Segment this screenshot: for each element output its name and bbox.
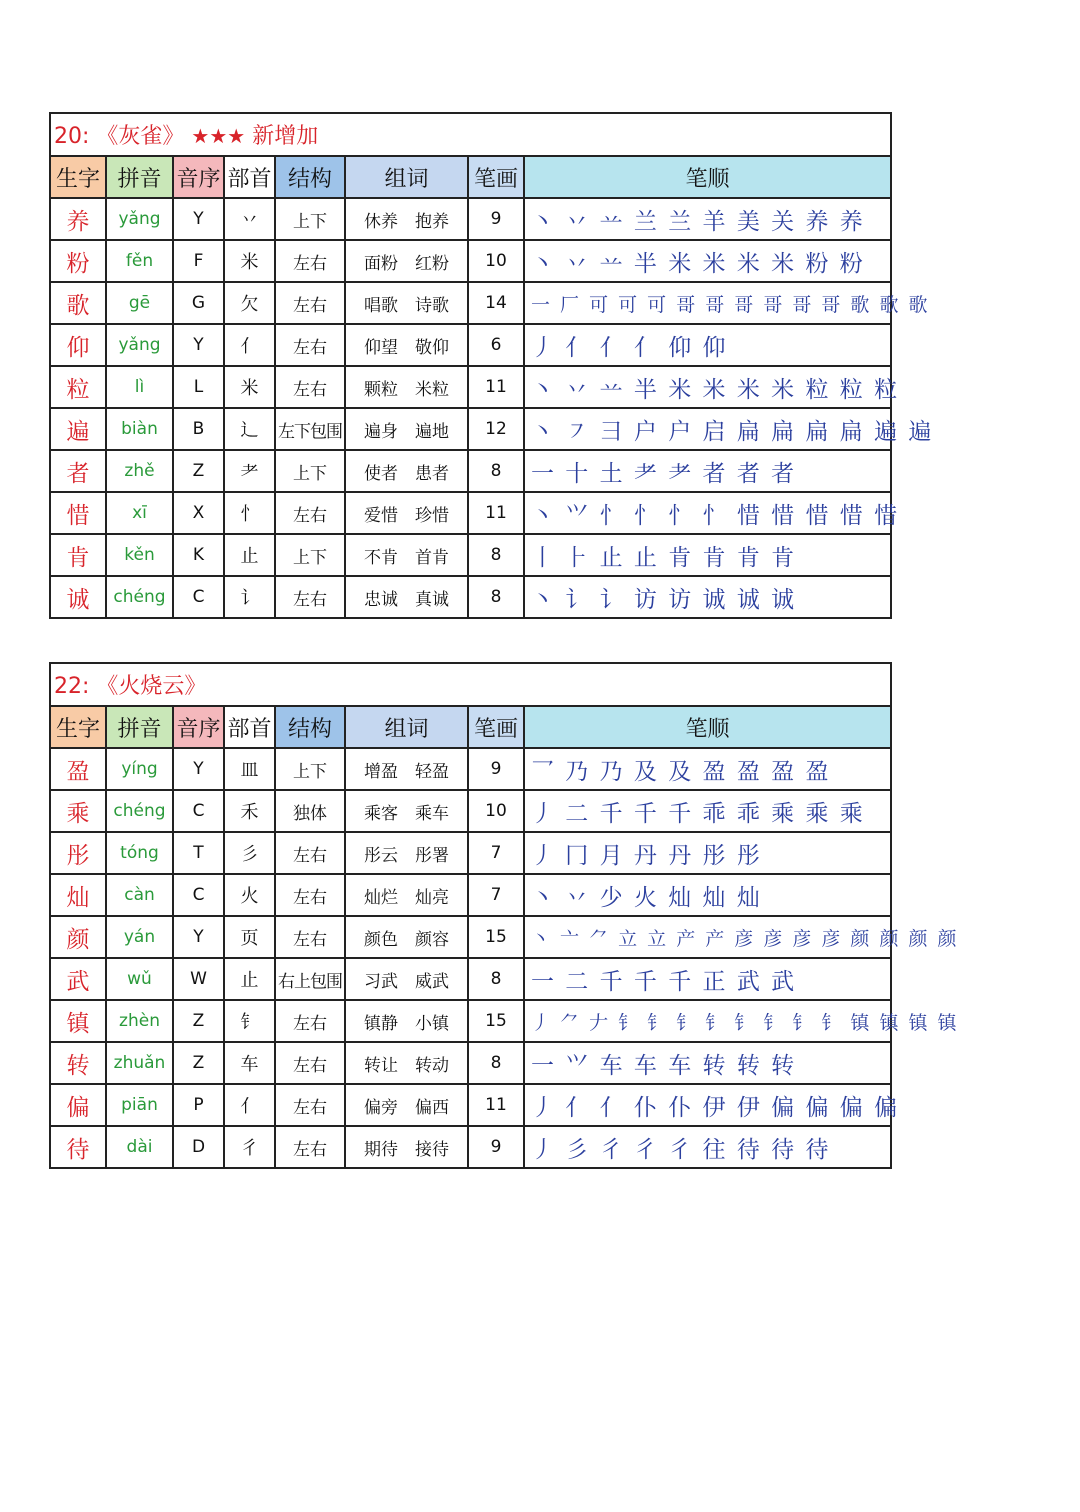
character-cell: 遍 [50, 408, 106, 450]
stroke-count-cell: 8 [468, 450, 524, 492]
character-cell: 粉 [50, 240, 106, 282]
radical-cell: 讠 [224, 576, 275, 618]
pinyin-cell: yǎng [106, 198, 173, 240]
lesson-note: 新增加 [252, 124, 319, 149]
header-words: 组词 [345, 156, 468, 198]
pinyin-cell: gē [106, 282, 173, 324]
stroke-count-cell: 9 [468, 1126, 524, 1168]
pinyin-cell: wǔ [106, 958, 173, 1000]
header-strokes: 笔画 [468, 156, 524, 198]
table-row [50, 790, 891, 832]
structure-cell: 左右 [275, 916, 345, 958]
initial-letter-cell: D [173, 1126, 224, 1168]
pinyin-cell: piān [106, 1084, 173, 1126]
table-row [50, 916, 891, 958]
pinyin-cell: zhèn [106, 1000, 173, 1042]
words-cell: 仰望 敬仰 [345, 324, 468, 366]
header-stroke-order: 笔顺 [524, 706, 891, 748]
radical-cell: 止 [224, 958, 275, 1000]
pinyin-cell: yán [106, 916, 173, 958]
character-cell: 颜 [50, 916, 106, 958]
words-cell: 不肯 首肯 [345, 534, 468, 576]
words-cell: 增盈 轻盈 [345, 748, 468, 790]
character-cell: 偏 [50, 1084, 106, 1126]
stroke-count-cell: 8 [468, 576, 524, 618]
pinyin-cell: zhě [106, 450, 173, 492]
pinyin-cell: chéng [106, 576, 173, 618]
header-char: 生字 [50, 156, 106, 198]
structure-cell: 独体 [275, 790, 345, 832]
stroke-order-cell: 丿 二 千 千 千 乖 乖 乘 乘 乘 [524, 790, 891, 832]
stroke-order-cell: 丿 彡 彳 彳 彳 往 待 待 待 [524, 1126, 891, 1168]
initial-letter-cell: Z [173, 450, 224, 492]
table-row [50, 748, 891, 790]
stroke-count-cell: 9 [468, 748, 524, 790]
stroke-order-cell: 一 二 千 千 千 正 武 武 [524, 958, 891, 1000]
stroke-order-cell: 丶 丷 䒑 兰 兰 羊 美 关 养 养 [524, 198, 891, 240]
structure-cell: 左下包围 [275, 408, 345, 450]
initial-letter-cell: Y [173, 324, 224, 366]
words-cell: 彤云 彤署 [345, 832, 468, 874]
initial-letter-cell: W [173, 958, 224, 1000]
character-cell: 武 [50, 958, 106, 1000]
character-cell: 粒 [50, 366, 106, 408]
table-row [50, 492, 891, 534]
radical-cell: 页 [224, 916, 275, 958]
pinyin-cell: yǎng [106, 324, 173, 366]
structure-cell: 左右 [275, 1000, 345, 1042]
stroke-count-cell: 14 [468, 282, 524, 324]
stroke-order-cell: 丶 讠 讠 访 访 诚 诚 诚 [524, 576, 891, 618]
radical-cell: 丷 [224, 198, 275, 240]
words-cell: 镇静 小镇 [345, 1000, 468, 1042]
radical-cell: 辶 [224, 408, 275, 450]
character-cell: 转 [50, 1042, 106, 1084]
words-cell: 休养 抱养 [345, 198, 468, 240]
words-cell: 习武 威武 [345, 958, 468, 1000]
character-cell: 仰 [50, 324, 106, 366]
lesson-number: 20: [54, 124, 90, 149]
stroke-order-cell: 丿 ⺈ 𠂇 钅 钅 钅 钅 钅 钅 钅 钅 镇 镇 镇 镇 [524, 1000, 891, 1042]
initial-letter-cell: C [173, 790, 224, 832]
words-cell: 忠诚 真诚 [345, 576, 468, 618]
pinyin-cell: chéng [106, 790, 173, 832]
pinyin-cell: xī [106, 492, 173, 534]
stroke-order-cell: 丶 丷 少 火 灿 灿 灿 [524, 874, 891, 916]
initial-letter-cell: K [173, 534, 224, 576]
table-row [50, 1126, 891, 1168]
table-row [50, 874, 891, 916]
table-row [50, 832, 891, 874]
table-row [50, 450, 891, 492]
pinyin-cell: dài [106, 1126, 173, 1168]
character-cell: 者 [50, 450, 106, 492]
initial-letter-cell: Z [173, 1042, 224, 1084]
pinyin-cell: tóng [106, 832, 173, 874]
structure-cell: 左右 [275, 492, 345, 534]
character-cell: 惜 [50, 492, 106, 534]
header-structure: 结构 [275, 706, 345, 748]
words-cell: 爱惜 珍惜 [345, 492, 468, 534]
header-order: 音序 [173, 156, 224, 198]
initial-letter-cell: Z [173, 1000, 224, 1042]
table-row [50, 1042, 891, 1084]
radical-cell: 禾 [224, 790, 275, 832]
initial-letter-cell: Y [173, 198, 224, 240]
stroke-count-cell: 7 [468, 832, 524, 874]
stroke-order-cell: 丶 ㇇ 彐 户 户 启 扁 扁 扁 扁 遍 遍 [524, 408, 891, 450]
stroke-order-cell: 丶 丷 䒑 半 米 米 米 米 粉 粉 [524, 240, 891, 282]
header-stroke-order: 笔顺 [524, 156, 891, 198]
words-cell: 转让 转动 [345, 1042, 468, 1084]
character-cell: 诚 [50, 576, 106, 618]
words-cell: 灿烂 灿亮 [345, 874, 468, 916]
pinyin-cell: kěn [106, 534, 173, 576]
words-cell: 唱歌 诗歌 [345, 282, 468, 324]
radical-cell: 火 [224, 874, 275, 916]
stroke-order-cell: 一 厂 可 可 可 哥 哥 哥 哥 哥 哥 歌 歌 歌 [524, 282, 891, 324]
stroke-order-cell: 丨 ⺊ 止 止 肯 肯 肯 肯 [524, 534, 891, 576]
character-cell: 养 [50, 198, 106, 240]
initial-letter-cell: Y [173, 916, 224, 958]
words-cell: 偏旁 偏西 [345, 1084, 468, 1126]
initial-letter-cell: C [173, 576, 224, 618]
radical-cell: 止 [224, 534, 275, 576]
character-cell: 待 [50, 1126, 106, 1168]
table-row [50, 282, 891, 324]
initial-letter-cell: F [173, 240, 224, 282]
stroke-order-cell: 一 ⺍ 车 车 车 转 转 转 [524, 1042, 891, 1084]
table-row [50, 408, 891, 450]
stroke-order-cell: 丶 ⺍ 忄 忄 忄 忄 惜 惜 惜 惜 惜 [524, 492, 891, 534]
character-cell: 歌 [50, 282, 106, 324]
table-row [50, 366, 891, 408]
initial-letter-cell: G [173, 282, 224, 324]
stroke-count-cell: 12 [468, 408, 524, 450]
radical-cell: 皿 [224, 748, 275, 790]
table-row [50, 324, 891, 366]
lesson-table-20 [49, 112, 934, 619]
words-cell: 期待 接待 [345, 1126, 468, 1168]
structure-cell: 左右 [275, 576, 345, 618]
stroke-count-cell: 7 [468, 874, 524, 916]
lesson-title [50, 663, 891, 706]
structure-cell: 上下 [275, 748, 345, 790]
stroke-order-cell: 丿 亻 亻 仆 仆 伊 伊 偏 偏 偏 偏 [524, 1084, 891, 1126]
header-pinyin: 拼音 [106, 706, 173, 748]
header-radical: 部首 [224, 706, 275, 748]
header-strokes: 笔画 [468, 706, 524, 748]
radical-cell: 耂 [224, 450, 275, 492]
structure-cell: 右上包围 [275, 958, 345, 1000]
radical-cell: 钅 [224, 1000, 275, 1042]
star-rating: ★★★ [191, 124, 246, 148]
lesson-table [49, 662, 959, 1169]
structure-cell: 左右 [275, 1084, 345, 1126]
words-cell: 乘客 乘车 [345, 790, 468, 832]
stroke-count-cell: 11 [468, 366, 524, 408]
stroke-count-cell: 11 [468, 492, 524, 534]
words-cell: 颜色 颜容 [345, 916, 468, 958]
character-cell: 盈 [50, 748, 106, 790]
structure-cell: 左右 [275, 282, 345, 324]
stroke-count-cell: 10 [468, 790, 524, 832]
stroke-order-cell: 一 十 土 耂 耂 者 者 者 [524, 450, 891, 492]
radical-cell: 米 [224, 366, 275, 408]
character-cell: 乘 [50, 790, 106, 832]
structure-cell: 左右 [275, 832, 345, 874]
lesson-table-22 [49, 662, 959, 1169]
header-char: 生字 [50, 706, 106, 748]
stroke-count-cell: 8 [468, 958, 524, 1000]
header-row [50, 156, 891, 198]
header-pinyin: 拼音 [106, 156, 173, 198]
structure-cell: 左右 [275, 366, 345, 408]
structure-cell: 左右 [275, 1126, 345, 1168]
stroke-count-cell: 15 [468, 1000, 524, 1042]
stroke-count-cell: 10 [468, 240, 524, 282]
lesson-title [50, 113, 891, 156]
radical-cell: 忄 [224, 492, 275, 534]
header-row [50, 706, 891, 748]
table-row [50, 1000, 891, 1042]
character-cell: 彤 [50, 832, 106, 874]
header-words: 组词 [345, 706, 468, 748]
stroke-order-cell: 丿 亻 亻 亻 仰 仰 [524, 324, 891, 366]
pinyin-cell: biàn [106, 408, 173, 450]
stroke-order-cell: 丶 丷 䒑 半 米 米 米 米 粒 粒 粒 [524, 366, 891, 408]
stroke-count-cell: 15 [468, 916, 524, 958]
initial-letter-cell: P [173, 1084, 224, 1126]
pinyin-cell: zhuǎn [106, 1042, 173, 1084]
pinyin-cell: càn [106, 874, 173, 916]
radical-cell: 亻 [224, 324, 275, 366]
character-cell: 灿 [50, 874, 106, 916]
header-order: 音序 [173, 706, 224, 748]
stroke-count-cell: 11 [468, 1084, 524, 1126]
structure-cell: 上下 [275, 450, 345, 492]
words-cell: 使者 患者 [345, 450, 468, 492]
table-row [50, 958, 891, 1000]
radical-cell: 彡 [224, 832, 275, 874]
structure-cell: 左右 [275, 324, 345, 366]
radical-cell: 亻 [224, 1084, 275, 1126]
initial-letter-cell: L [173, 366, 224, 408]
table-row [50, 198, 891, 240]
header-radical: 部首 [224, 156, 275, 198]
structure-cell: 上下 [275, 198, 345, 240]
initial-letter-cell: X [173, 492, 224, 534]
pinyin-cell: lì [106, 366, 173, 408]
stroke-count-cell: 8 [468, 1042, 524, 1084]
pinyin-cell: yíng [106, 748, 173, 790]
stroke-order-cell: 丶 亠 ⺈ 立 立 产 产 彦 彦 彦 彦 颜 颜 颜 颜 [524, 916, 891, 958]
lesson-name: 《灰雀》 [96, 124, 185, 149]
radical-cell: 欠 [224, 282, 275, 324]
table-row [50, 534, 891, 576]
stroke-order-cell: 丿 冂 月 丹 丹 彤 彤 [524, 832, 891, 874]
header-structure: 结构 [275, 156, 345, 198]
initial-letter-cell: T [173, 832, 224, 874]
initial-letter-cell: Y [173, 748, 224, 790]
stroke-count-cell: 6 [468, 324, 524, 366]
initial-letter-cell: C [173, 874, 224, 916]
table-row [50, 240, 891, 282]
character-cell: 镇 [50, 1000, 106, 1042]
words-cell: 颗粒 米粒 [345, 366, 468, 408]
initial-letter-cell: B [173, 408, 224, 450]
stroke-count-cell: 9 [468, 198, 524, 240]
radical-cell: 车 [224, 1042, 275, 1084]
table-row [50, 576, 891, 618]
structure-cell: 左右 [275, 874, 345, 916]
lesson-number: 22: [54, 674, 90, 699]
stroke-order-cell: 乛 乃 乃 及 及 盈 盈 盈 盈 [524, 748, 891, 790]
structure-cell: 上下 [275, 534, 345, 576]
table-row [50, 1084, 891, 1126]
structure-cell: 左右 [275, 1042, 345, 1084]
character-cell: 肯 [50, 534, 106, 576]
radical-cell: 米 [224, 240, 275, 282]
lesson-table [49, 112, 934, 619]
pinyin-cell: fěn [106, 240, 173, 282]
radical-cell: 彳 [224, 1126, 275, 1168]
words-cell: 遍身 遍地 [345, 408, 468, 450]
structure-cell: 左右 [275, 240, 345, 282]
lesson-name: 《火烧云》 [96, 674, 207, 699]
stroke-count-cell: 8 [468, 534, 524, 576]
words-cell: 面粉 红粉 [345, 240, 468, 282]
